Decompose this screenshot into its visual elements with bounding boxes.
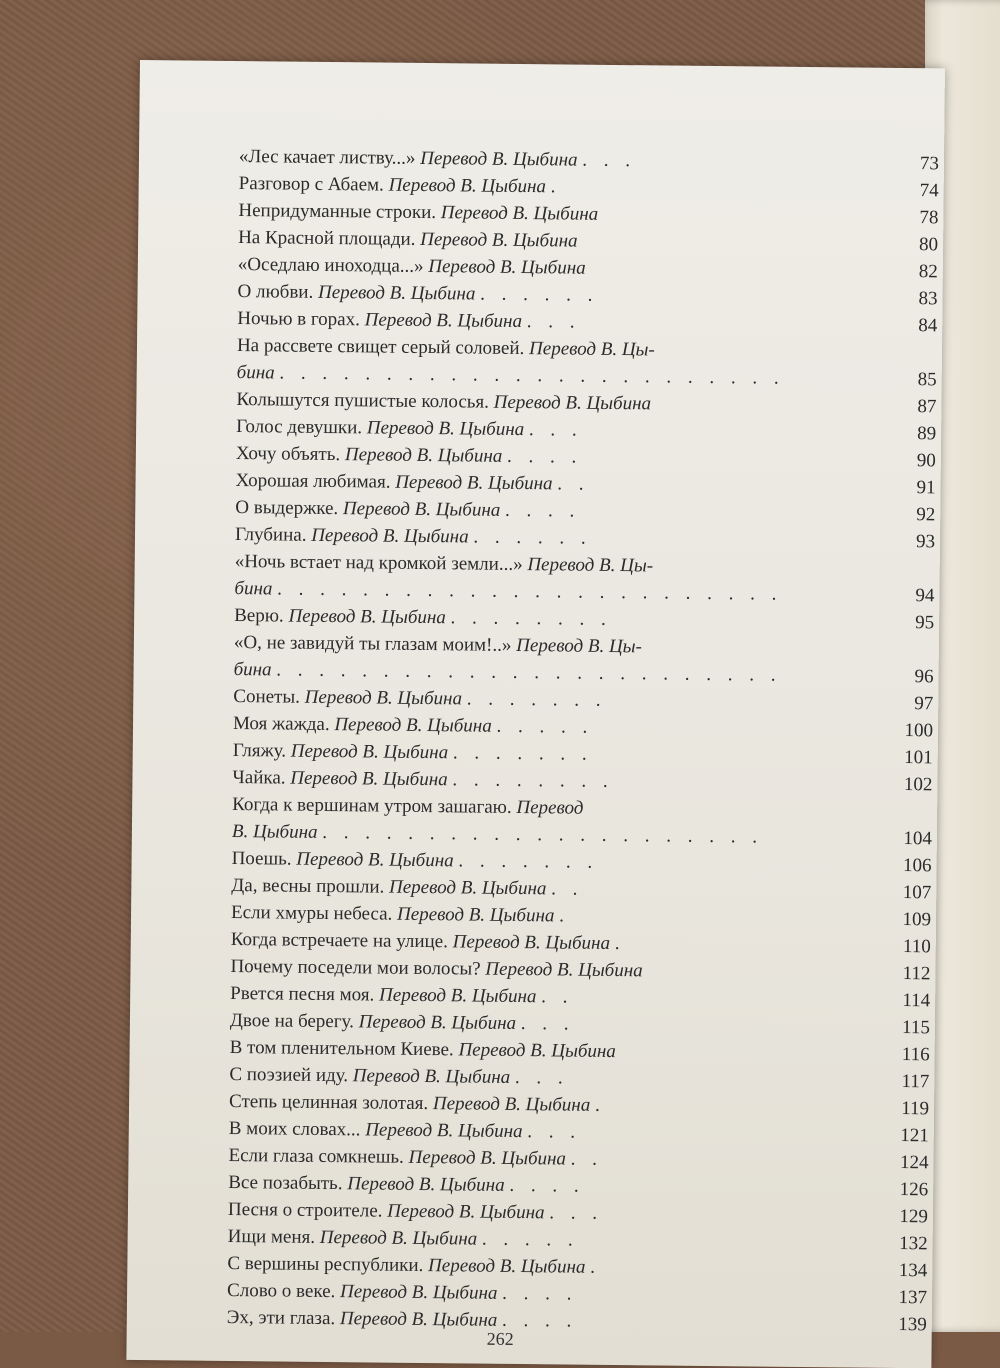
entry-translator: Перевод В. Цыбина xyxy=(290,768,448,791)
entry-translator: Перевод В. Цыбина xyxy=(387,1201,545,1224)
entry-translator: Перевод В. Цыбина xyxy=(433,1093,591,1116)
entry-leader-dots: . . xyxy=(551,878,583,899)
entry-page-number: 92 xyxy=(875,504,935,527)
entry-translator: Перевод В. Цыбина xyxy=(453,931,611,954)
entry-page-number xyxy=(874,639,934,640)
entry-title: Гляжу. xyxy=(233,740,286,762)
entry-translator: Перевод В. Цыбина xyxy=(288,606,446,629)
entry-page-number: 107 xyxy=(871,882,931,905)
entry-translator: Перевод В. Цыбина xyxy=(345,444,503,467)
entry-translator: Перевод В. Цыбина xyxy=(420,229,578,252)
entry-leader-dots: . . . . . xyxy=(496,716,593,738)
entry-translator: Перевод В. Цы- xyxy=(516,635,642,657)
entry-page-number: 89 xyxy=(876,423,936,446)
entry-title: Если глаза сомкнешь. xyxy=(228,1145,404,1168)
entry-title: О выдержке. xyxy=(235,497,338,519)
entry-title: Хочу объять. xyxy=(236,443,341,465)
entry-translator: Перевод В. Цыбина xyxy=(485,959,643,982)
table-of-contents xyxy=(227,146,939,1341)
entry-title: Ночью в горах. xyxy=(237,308,360,330)
entry-page-number: 91 xyxy=(875,477,935,500)
entry-page-number: 93 xyxy=(875,531,935,554)
entry-page-number: 126 xyxy=(868,1179,928,1202)
entry-title: «О, не завидуй ты глазам моим!..» xyxy=(234,632,512,656)
entry-leader-dots: . . . . xyxy=(502,1283,577,1305)
entry-leader-dots: . . . xyxy=(521,1013,575,1035)
entry-translator: Перевод В. Цыбина xyxy=(395,472,553,495)
entry-page-number: 139 xyxy=(867,1314,927,1337)
entry-title: В том пленительном Киеве. xyxy=(230,1037,454,1060)
entry-title: «Ночь встает над кромкой земли...» xyxy=(235,551,523,575)
entry-translator: Перевод В. Цыбина xyxy=(441,202,599,225)
entry-leader-dots: . . . . xyxy=(502,1310,577,1332)
entry-page-number: 109 xyxy=(871,909,931,932)
entry-title: С поэзией иду. xyxy=(229,1064,348,1086)
entry-title: Чайка. xyxy=(232,767,285,789)
entry-translator: Перевод В. Цыбина xyxy=(389,877,547,900)
entry-translator: Перевод В. Цыбина xyxy=(365,309,523,332)
entry-leader-dots: . . xyxy=(541,986,573,1007)
entry-page-number: 116 xyxy=(870,1044,930,1067)
entry-page-number: 112 xyxy=(870,963,930,986)
entry-page-number: 102 xyxy=(872,774,932,797)
entry-leader-dots: . xyxy=(559,905,570,926)
entry-page-number: 119 xyxy=(869,1098,929,1121)
entry-title: Двое на берегу. xyxy=(230,1010,354,1032)
entry-leader-dots: . . . xyxy=(529,419,583,441)
entry-page-number: 137 xyxy=(867,1287,927,1310)
entry-page-number: 101 xyxy=(873,747,933,770)
entry-title: Почему поседели мои волосы? xyxy=(230,956,480,980)
entry-title: Когда встречаете на улице. xyxy=(231,929,448,952)
entry-page-number: 100 xyxy=(873,720,933,743)
entry-translator: Перевод В. Цыбина xyxy=(367,417,525,440)
entry-title: О любви. xyxy=(237,281,313,303)
entry-leader-dots: . . . . . xyxy=(482,1229,579,1251)
entry-page-number: 87 xyxy=(876,396,936,419)
entry-page-number: 132 xyxy=(868,1233,928,1256)
entry-leader-dots: . . . . xyxy=(507,446,582,468)
entry-page-number xyxy=(875,558,935,559)
entry-title: На рассвете свищет серый соловей. xyxy=(237,335,525,359)
entry-title: Голос девушки. xyxy=(236,416,362,438)
entry-page-number: 129 xyxy=(868,1206,928,1229)
entry-title: Все позабыть. xyxy=(228,1172,342,1194)
entry-title: Когда к вершинам утром зашагаю. xyxy=(232,794,512,818)
entry-leader-dots: . xyxy=(590,1257,601,1278)
entry-page-number: 96 xyxy=(873,666,933,689)
entry-page-number: 95 xyxy=(874,612,934,635)
entry-page-number: 124 xyxy=(868,1152,928,1175)
entry-translator: Перевод В. Цыбина xyxy=(318,282,476,305)
entry-leader-dots: . . . xyxy=(527,1121,581,1143)
entry-leader-dots: . . . . . . xyxy=(473,527,591,549)
entry-translator: Перевод В. Цыбина xyxy=(353,1065,511,1088)
entry-page-number: 110 xyxy=(871,936,931,959)
entry-translator: Перевод В. Цыбина xyxy=(365,1119,523,1142)
entry-translator: Перевод В. Цыбина xyxy=(458,1039,616,1062)
entry-title: В моих словах... xyxy=(229,1118,361,1140)
entry-leader-dots: . . . . xyxy=(505,500,580,522)
entry-translator: Перевод В. Цыбина xyxy=(334,714,492,737)
entry-leader-dots: . . . . . . . . . . . . . . . . . . . . . xyxy=(322,822,763,848)
entry-translator: Перевод В. Цыбина xyxy=(320,1227,478,1250)
entry-page-number xyxy=(877,342,937,343)
entry-page-number: 104 xyxy=(872,828,932,851)
entry-leader-dots: . . . xyxy=(582,150,636,172)
entry-translator: Перевод В. Цыбина xyxy=(397,904,555,927)
entry-page-number: 114 xyxy=(870,990,930,1013)
entry-page-number: 80 xyxy=(878,234,938,257)
entry-page-number: 94 xyxy=(874,585,934,608)
entry-translator: Перевод В. Цыбина xyxy=(420,148,578,171)
entry-title: Хорошая любимая. xyxy=(235,470,390,493)
entry-leader-dots: . . xyxy=(571,1149,603,1170)
entry-leader-dots: . . . . . . . . xyxy=(451,607,612,630)
entry-title: Если хмуры небеса. xyxy=(231,902,392,925)
entry-page-number: 117 xyxy=(869,1071,929,1094)
entry-title: Слово о веке. xyxy=(227,1280,335,1302)
entry-translator: Перевод В. Цыбина xyxy=(340,1308,498,1331)
entry-leader-dots: . . . . . . . xyxy=(458,850,598,872)
entry-translator: бина xyxy=(237,362,275,383)
entry-translator: Перевод В. Цыбина xyxy=(389,175,547,198)
entry-page-number: 83 xyxy=(877,288,937,311)
entry-translator: Перевод В. Цыбина xyxy=(409,1147,567,1170)
entry-leader-dots: . . . xyxy=(515,1067,569,1089)
entry-page-number: 90 xyxy=(876,450,936,473)
entry-title: «Лес качает листву...» xyxy=(239,146,416,169)
entry-leader-dots: . xyxy=(551,176,562,197)
entry-translator: бина xyxy=(234,578,272,599)
entry-title: На Красной площади. xyxy=(238,227,416,250)
entry-leader-dots: . . xyxy=(557,473,589,494)
entry-leader-dots: . . . . . . . . xyxy=(452,769,613,792)
entry-leader-dots: . xyxy=(595,1095,606,1116)
entry-translator: Перевод В. Цыбина xyxy=(311,525,469,548)
entry-title: Колышутся пушистые колосья. xyxy=(236,389,489,413)
entry-title: С вершины республики. xyxy=(227,1253,423,1276)
entry-page-number: 121 xyxy=(869,1125,929,1148)
entry-page-number xyxy=(872,801,932,802)
entry-page-number: 85 xyxy=(877,369,937,392)
entry-title: Эх, эти глаза. xyxy=(227,1307,336,1329)
entry-page-number: 115 xyxy=(870,1017,930,1040)
entry-title: Ищи меня. xyxy=(228,1226,316,1248)
entry-translator: Перевод В. Цыбина xyxy=(343,498,501,521)
entry-leader-dots: . . . . xyxy=(509,1175,584,1197)
entry-title: Разговор с Абаем. xyxy=(239,173,384,196)
book-page xyxy=(126,60,945,1368)
entry-title: Сонеты. xyxy=(233,686,300,708)
entry-leader-dots: . . . xyxy=(549,1202,603,1224)
entry-translator: В. Цыбина xyxy=(232,821,318,843)
entry-title: Степь целинная золотая. xyxy=(229,1091,428,1114)
entry-title: Глубина. xyxy=(235,524,307,546)
entry-leader-dots: . . . . . . . . . . . . . . . . . . . . . . . . xyxy=(277,578,782,604)
entry-title: «Оседлаю иноходца...» xyxy=(238,254,424,277)
entry-translator: Перевод В. Цыбина xyxy=(494,392,652,415)
entry-translator: Перевод В. Цыбина xyxy=(359,1011,517,1034)
entry-page-number: 82 xyxy=(878,261,938,284)
entry-title: Моя жажда. xyxy=(233,713,330,735)
entry-translator: Перевод В. Цыбина xyxy=(291,741,449,764)
entry-translator: Перевод В. Цыбина xyxy=(305,687,463,710)
entry-translator: Перевод В. Цыбина xyxy=(340,1281,498,1304)
entry-translator: Перевод В. Цы- xyxy=(529,338,655,360)
entry-title: Поешь. xyxy=(232,848,292,870)
entry-title: Да, весны прошли. xyxy=(231,875,384,898)
entry-page-number: 97 xyxy=(873,693,933,716)
entry-leader-dots: . . . . . . . . . . . . . . . . . . . . . . . . xyxy=(276,659,781,685)
entry-translator: Перевод В. Цыбина xyxy=(428,256,586,279)
entry-page-number: 84 xyxy=(877,315,937,338)
entry-leader-dots: . . . xyxy=(527,311,581,333)
entry-translator: Перевод В. Цыбина xyxy=(428,1255,586,1278)
page-number: 262 xyxy=(487,1329,514,1350)
entry-leader-dots: . . . . . . . xyxy=(467,688,607,710)
entry-leader-dots: . xyxy=(615,933,626,954)
entry-translator: бина xyxy=(234,659,272,680)
entry-title: Рвется песня моя. xyxy=(230,983,374,1006)
entry-translator: Перевод В. Цыбина xyxy=(296,849,454,872)
entry-translator: Перевод В. Цыбина xyxy=(347,1173,505,1196)
entry-leader-dots: . . . . . . . xyxy=(453,742,593,764)
entry-translator: Перевод xyxy=(516,797,583,819)
entry-translator: Перевод В. Цыбина xyxy=(379,985,537,1008)
entry-translator: Перевод В. Цы- xyxy=(527,554,653,576)
entry-page-number: 73 xyxy=(879,153,939,176)
entry-title: Песня о строителе. xyxy=(228,1199,383,1222)
entry-leader-dots: . . . . . . xyxy=(480,284,598,306)
entry-title: Непридуманные строки. xyxy=(238,200,436,223)
entry-page-number: 106 xyxy=(871,855,931,878)
entry-page-number: 134 xyxy=(867,1260,927,1283)
entry-page-number: 74 xyxy=(879,180,939,203)
entry-title: Верю. xyxy=(234,605,284,627)
entry-leader-dots: . . . . . . . . . . . . . . . . . . . . . . . . xyxy=(279,362,784,388)
entry-page-number: 78 xyxy=(878,207,938,230)
